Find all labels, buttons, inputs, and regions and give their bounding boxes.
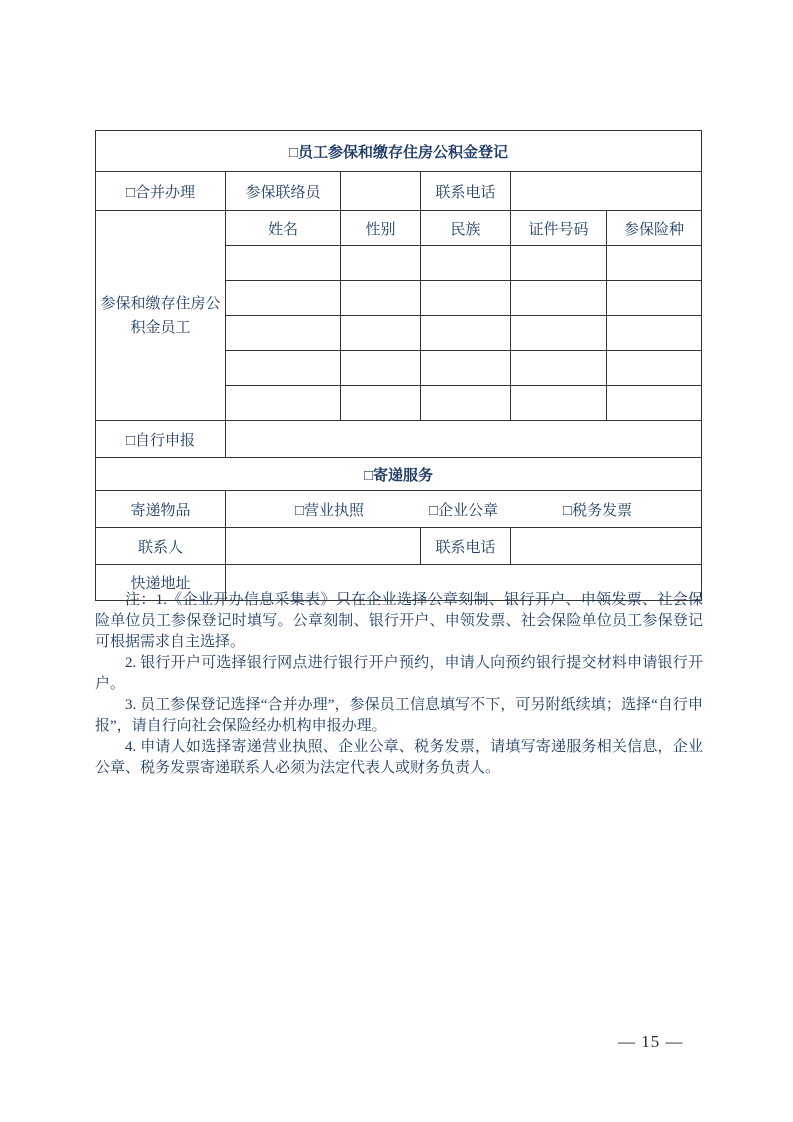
notes-section [95, 590, 703, 779]
employee-insurance-cell[interactable] [607, 316, 702, 351]
employee-ethnicity-cell[interactable] [421, 386, 511, 421]
self-declare-checkbox[interactable]: □自行申报 [96, 421, 226, 458]
delivery-address-label: 快递地址 [96, 565, 226, 601]
employee-name-cell[interactable] [226, 386, 341, 421]
employee-id-cell[interactable] [511, 246, 607, 281]
delivery-option-business-license-checkbox[interactable]: □营业执照 [294, 502, 365, 519]
employee-id-cell[interactable] [511, 386, 607, 421]
note-1: 注：1.《企业开办信息采集表》只在企业选择公章刻制、银行开户、申领发票、社会保险单位员工参保登记时填写。公章刻制、银行开户、申领发票、社会保险单位员工参保登记可根据需求自主选择。 [95, 592, 703, 650]
delivery-phone-label: 联系电话 [421, 528, 511, 565]
employee-name-cell[interactable] [226, 316, 341, 351]
page-number: — 15 — [618, 1032, 684, 1051]
employee-insurance-cell[interactable] [607, 246, 702, 281]
employee-ethnicity-cell[interactable] [421, 351, 511, 386]
note-4: 4. 申请人如选择寄递营业执照、企业公章、税务发票，请填写寄递服务相关信息，企业公章、税务发票寄递联系人必须为法定代表人或财务负责人。 [95, 739, 703, 776]
delivery-phone-input-cell[interactable] [511, 528, 702, 565]
employee-id-cell[interactable] [511, 281, 607, 316]
note-3: 3. 员工参保登记选择“合并办理”，参保员工信息填写不下，可另附纸续填；选择“自行申报”，请自行向社会保险经办机构申报办理。 [95, 697, 703, 734]
liaison-phone-input-cell[interactable] [511, 172, 702, 211]
employee-ethnicity-cell[interactable] [421, 316, 511, 351]
column-header-gender: 性别 [341, 211, 421, 246]
employee-insurance-cell[interactable] [607, 281, 702, 316]
delivery-section-title: □寄递服务 [96, 458, 702, 491]
employee-id-cell[interactable] [511, 351, 607, 386]
employee-name-cell[interactable] [226, 246, 341, 281]
liaison-input-cell[interactable] [341, 172, 421, 211]
column-header-name: 姓名 [226, 211, 341, 246]
self-declare-input-cell[interactable] [226, 421, 702, 458]
employee-gender-cell[interactable] [341, 246, 421, 281]
column-header-ethnicity: 民族 [421, 211, 511, 246]
column-header-id-number: 证件号码 [511, 211, 607, 246]
column-header-insurance-type: 参保险种 [607, 211, 702, 246]
liaison-label: 参保联络员 [226, 172, 341, 211]
merge-handling-checkbox[interactable]: □合并办理 [96, 172, 226, 211]
liaison-phone-label: 联系电话 [421, 172, 511, 211]
delivery-option-tax-invoice-checkbox[interactable]: □税务发票 [563, 502, 633, 519]
employee-id-cell[interactable] [511, 316, 607, 351]
employee-ethnicity-cell[interactable] [421, 246, 511, 281]
delivery-items-label: 寄递物品 [96, 491, 226, 528]
delivery-option-company-seal-checkbox[interactable]: □企业公章 [429, 502, 499, 519]
employee-gender-cell[interactable] [341, 351, 421, 386]
employee-name-cell[interactable] [226, 351, 341, 386]
employee-name-cell[interactable] [226, 281, 341, 316]
employee-insurance-cell[interactable] [607, 386, 702, 421]
delivery-options-cell [226, 491, 702, 528]
employee-gender-cell[interactable] [341, 316, 421, 351]
employee-insurance-cell[interactable] [607, 351, 702, 386]
employee-ethnicity-cell[interactable] [421, 281, 511, 316]
form-title: □员工参保和缴存住房公积金登记 [96, 131, 702, 172]
employee-gender-cell[interactable] [341, 281, 421, 316]
delivery-contact-input-cell[interactable] [226, 528, 421, 565]
employee-gender-cell[interactable] [341, 386, 421, 421]
employee-section-label: 参保和缴存住房公积金员工 [96, 211, 226, 421]
delivery-contact-label: 联系人 [96, 528, 226, 565]
note-2: 2. 银行开户可选择银行网点进行银行开户预约，申请人向预约银行提交材料申请银行开户。 [95, 655, 703, 692]
registration-form-table [95, 130, 702, 601]
